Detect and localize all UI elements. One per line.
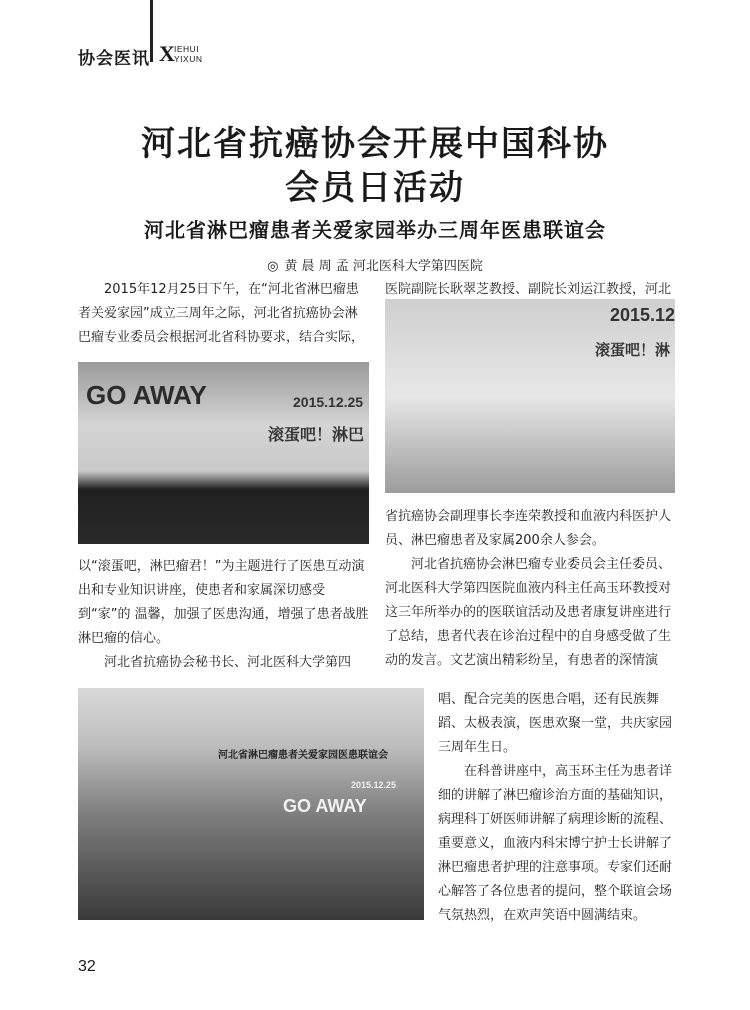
section-label: 协会医讯: [78, 49, 150, 69]
photo-banner-text: 滚蛋吧！淋: [595, 342, 671, 359]
photo-banner-text: 滚蛋吧！淋巴: [268, 427, 365, 444]
photo-auditorium: [78, 688, 424, 920]
paragraph: 在科普讲座中，高玉环主任为患者详细的讲解了淋巴瘤诊治方面的基础知识，病理科丁妍医师讲解了病理诊断的流程、重要意义，血液内科宋博宁护士长讲解了淋巴瘤患者护理的注意事项。专家们还耐心解答了各位患者的提问，整个联谊会场气氛热烈，在欢声笑语中圆满结束。: [438, 764, 673, 923]
header-divider: [150, 0, 153, 62]
photo-panel-discussion: [78, 362, 369, 544]
photo-banner-text: GO AWAY: [86, 380, 207, 410]
paragraph: 省抗癌协会副理事长李连荣教授和血液内科医护人员、淋巴瘤患者及家属200余人参会。: [385, 509, 672, 548]
photo-banner-text: 2015.12.25: [351, 780, 397, 790]
paragraph: 以“滚蛋吧，淋巴瘤君！”为主题进行了医患互动演出和专业知识讲座，使患者和家属深切感受到“家”的 温馨，加强了医患沟通，增强了患者战胜淋巴瘤的信心。: [78, 559, 369, 646]
photo-banner-text: 2015.12.25: [293, 394, 364, 410]
article-title: [75, 122, 675, 210]
photo-banner-text: GO AWAY: [283, 796, 367, 816]
byline-authors: 黄 晨 周 孟 河北医科大学第四医院: [284, 259, 483, 274]
paragraph: 河北省抗癌协会秘书长、河北医科大学第四: [104, 655, 352, 670]
section-logo-initial: X: [159, 41, 175, 66]
left-column-top: [78, 278, 370, 350]
logo-line-1: IEHUI: [174, 44, 200, 54]
paragraph: 河北省抗癌协会淋巴瘤专业委员会主任委员、河北医科大学第四医院血液内科主任高玉环教授对这三年所举办的的医联谊活动及患者康复讲座进行了总结，患者代表在诊治过程中的自身感受做了生动的发言。文艺演出精彩纷呈，有患者的深情演: [385, 557, 672, 668]
byline-mark: ◎: [267, 259, 279, 274]
title-line-1: 河北省抗癌协会开展中国科协: [141, 124, 609, 164]
paragraph: 2015年12月25日下午，在“河北省淋巴瘤患者关爱家园”成立三周年之际，河北省抗癌协会淋巴瘤专业委员会根据河北省科协要求，结合实际，: [78, 282, 365, 345]
section-logo-text: [174, 44, 202, 64]
photo-dance-performance: [385, 299, 675, 493]
photo-banner-text: 河北省淋巴瘤患者关爱家园医患联谊会: [218, 750, 388, 761]
article-subtitle: 河北省淋巴瘤患者关爱家园举办三周年医患联谊会: [144, 218, 606, 242]
right-column-bottom: [438, 688, 675, 928]
logo-line-2: YIXUN: [174, 54, 203, 64]
right-column-middle: [385, 505, 675, 673]
paragraph: 医院副院长耿翠芝教授、副院长刘运江教授，河北: [385, 282, 672, 297]
left-column-bottom: [78, 555, 370, 675]
photo-banner-text: 2015.12: [610, 305, 675, 325]
title-line-2: 会员日活动: [285, 168, 465, 208]
byline: [75, 255, 675, 274]
page-number: 32: [78, 958, 96, 975]
paragraph: 唱、配合完美的医患合唱，还有民族舞蹈、太极表演，医患欢聚一堂，共庆家园三周年生日。: [438, 692, 673, 755]
